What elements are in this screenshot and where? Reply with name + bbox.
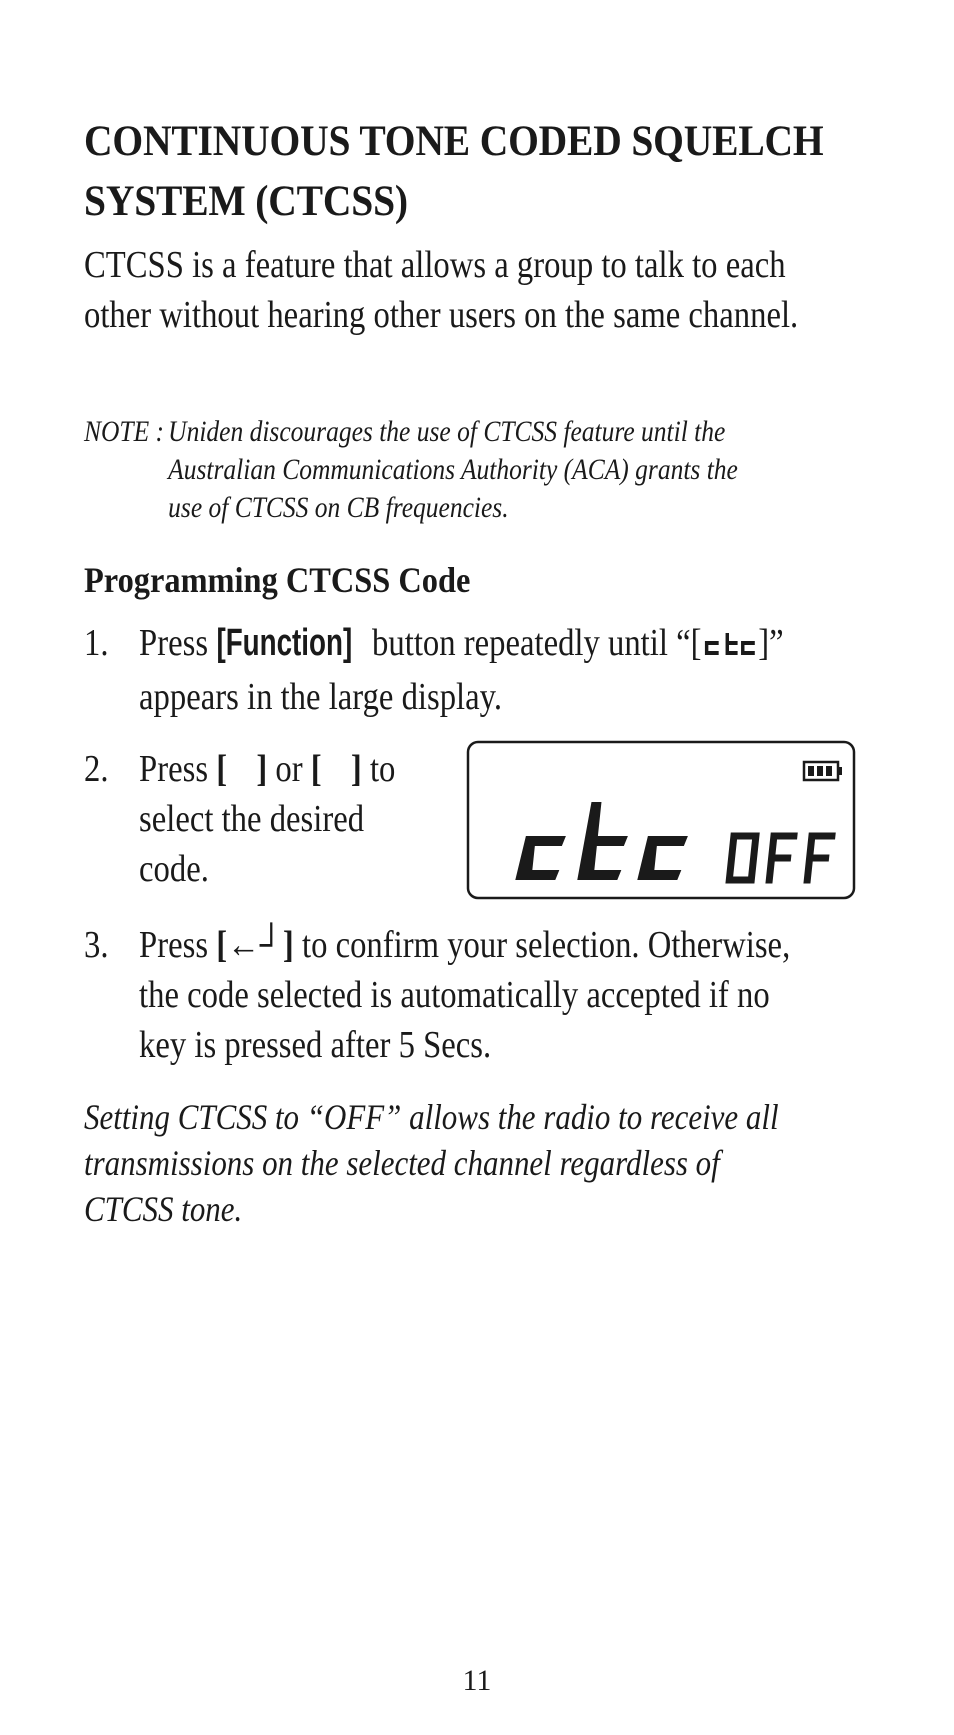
- step-2: [84, 744, 445, 894]
- tip-line-1: Setting CTCSS to “OFF” allows the radio to receive all: [84, 1097, 779, 1137]
- note-line-3: use of CTCSS on CB frequencies.: [168, 491, 509, 524]
- step-3: [84, 920, 875, 1070]
- step-text: Press: [139, 748, 209, 790]
- step-text: key is pressed after 5 Secs.: [139, 1024, 492, 1066]
- tip-line-2: transmissions on the selected channel regardless of: [84, 1143, 720, 1183]
- ctcss-off-tip: [84, 1094, 875, 1232]
- title-line-1: CONTINUOUS TONE CODED SQUELCH: [84, 118, 824, 165]
- note-block: [84, 413, 900, 527]
- note-line-2: Australian Communications Authority (ACA) grants the: [168, 453, 738, 486]
- down-key-close-bracket: ]: [350, 748, 362, 790]
- up-key-close-bracket: ]: [256, 748, 268, 790]
- lcd-display-illustration: [466, 740, 856, 900]
- step-text: to confirm your selection. Otherwise,: [301, 924, 791, 966]
- note-line-1: Uniden discourages the use of CTCSS feature until the: [168, 415, 726, 448]
- step-text: select the desired: [139, 798, 365, 840]
- note-label: NOTE :: [84, 415, 165, 448]
- step-text: the code selected is automatically accepted if no: [139, 974, 770, 1016]
- enter-key-label: [←┘]: [216, 924, 294, 966]
- step-number: 2.: [84, 748, 109, 790]
- step-text: or: [275, 748, 303, 790]
- title-line-2: SYSTEM (CTCSS): [84, 178, 408, 225]
- step-text: Press: [139, 924, 209, 966]
- step-1: [84, 618, 875, 718]
- intro-paragraph: CTCSS is a feature that allows a group to talk to each other without hearing other users on the same channel.: [84, 244, 799, 336]
- tip-line-3: CTCSS tone.: [84, 1189, 243, 1229]
- page-title: [84, 112, 824, 232]
- page-number: 11: [462, 1664, 492, 1697]
- step-text: code.: [139, 848, 209, 890]
- up-key-open-bracket: [: [216, 748, 228, 790]
- step-text: ]”: [758, 622, 784, 664]
- step-text: appears in the large display.: [139, 676, 503, 718]
- step-text: Press: [139, 622, 209, 664]
- section-heading: Programming CTCSS Code: [84, 560, 471, 600]
- step-text: button repeatedly until “[: [372, 622, 702, 664]
- step-number: 3.: [84, 924, 109, 966]
- function-key-label: [Function]: [216, 622, 352, 664]
- step-text: to: [369, 748, 396, 790]
- step-number: 1.: [84, 622, 109, 664]
- ctc-display-glyph: [701, 622, 758, 672]
- down-key-open-bracket: [: [310, 748, 322, 790]
